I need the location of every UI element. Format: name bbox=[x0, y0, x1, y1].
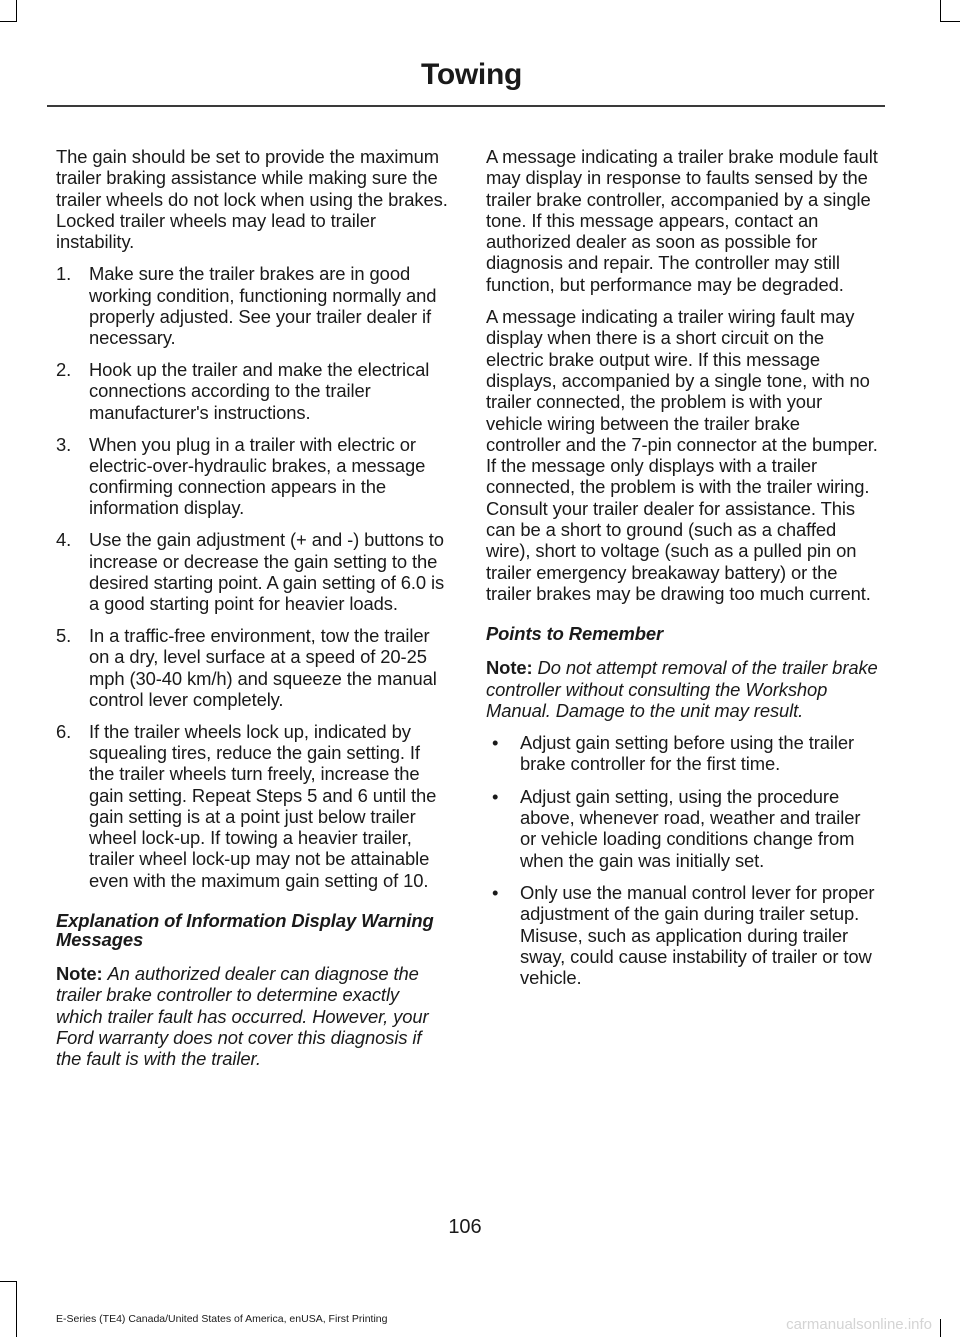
bullet-icon: • bbox=[492, 732, 499, 754]
step-number: 2. bbox=[56, 359, 72, 381]
bullet-text: Adjust gain setting before using the trailer brake controller for the first time. bbox=[520, 732, 854, 775]
crop-mark-bottom-right-vertical bbox=[940, 1319, 941, 1337]
header-divider bbox=[47, 105, 885, 107]
bullet-icon: • bbox=[492, 881, 499, 903]
step-number: 4. bbox=[56, 529, 72, 551]
step-text: Use the gain adjustment (+ and -) buttons to increase or decrease the gain setting to the desired starting point. A gain setting of 6.0 is a good starting point for heavier loads. bbox=[89, 529, 445, 615]
bullet-text: Adjust gain setting, using the procedure above, whenever road, weather and trailer or vehicle loading conditions change from when the gain was initially set. bbox=[520, 785, 861, 871]
crop-mark-bottom-left-vertical bbox=[16, 1281, 17, 1337]
step-number: 3. bbox=[56, 433, 72, 455]
step-text: If the trailer wheels lock up, indicated by squealing tires, reduce the gain setting. If the trailer wheels turn freely, increase the gain setting. Repeat Steps 5 and 6 until the gain setting is at a point just below trailer wheel lock-up. If towing a heavier trailer, trailer wheel lock-up may not be attainable even with the maximum gain setting of 10. bbox=[89, 720, 437, 891]
note-paragraph bbox=[486, 657, 878, 721]
setup-steps-list bbox=[56, 263, 448, 891]
note-text: Do not attempt removal of the trailer brake controller without consulting the Workshop Manual. Damage to the unit may result. bbox=[486, 657, 878, 721]
bullet-item bbox=[486, 882, 878, 988]
crop-mark-top-right-horizontal bbox=[940, 21, 960, 22]
crop-mark-top-right-vertical bbox=[940, 0, 941, 22]
points-bullet-list bbox=[486, 732, 878, 988]
step-item bbox=[56, 721, 448, 891]
left-column bbox=[56, 146, 448, 1080]
step-text: Make sure the trailer brakes are in good working condition, functioning normally and properly adjusted. See your trailer dealer if necessary. bbox=[89, 263, 437, 349]
step-number: 5. bbox=[56, 624, 72, 646]
step-text: When you plug in a trailer with electric or electric-over-hydraulic brakes, a message confirming connection appears in the information display. bbox=[89, 433, 426, 519]
bullet-text: Only use the manual control lever for proper adjustment of the gain during trailer setup. Misuse, such as application during trailer sway, could cause instability of trailer or tow vehicle. bbox=[520, 881, 875, 989]
bullet-item bbox=[486, 786, 878, 871]
watermark: carmanualsonline.info bbox=[786, 1316, 932, 1333]
note-paragraph bbox=[56, 963, 448, 1069]
step-text: Hook up the trailer and make the electrical connections according to the trailer manufacturer's instructions. bbox=[89, 359, 430, 423]
crop-mark-top-left-vertical bbox=[16, 0, 17, 22]
right-column bbox=[486, 146, 878, 999]
page-number: 106 bbox=[448, 1216, 482, 1238]
step-number: 6. bbox=[56, 720, 72, 742]
bullet-item bbox=[486, 732, 878, 775]
step-item bbox=[56, 263, 448, 348]
crop-mark-bottom-left-horizontal bbox=[0, 1281, 17, 1282]
note-label: Note: bbox=[486, 657, 533, 679]
intro-paragraph: The gain should be set to provide the maximum trailer braking assistance while making sure the trailer wheels do not lock when using the brakes. Locked trailer wheels may lead to trailer instability. bbox=[56, 146, 448, 253]
section-heading-points-to-remember: Points to Remember bbox=[486, 623, 664, 645]
note-label: Note: bbox=[56, 963, 103, 984]
page-title: Towing bbox=[421, 58, 522, 91]
bullet-icon: • bbox=[492, 785, 499, 807]
step-number: 1. bbox=[56, 263, 72, 285]
crop-mark-top-left-horizontal bbox=[0, 21, 17, 22]
step-item bbox=[56, 529, 448, 614]
step-item bbox=[56, 625, 448, 710]
module-fault-paragraph: A message indicating a trailer brake module fault may display in response to faults sensed by the trailer brake controller, accompanied by a single tone. If this message appears, contact an authorized dealer as soon as possible for diagnosis and repair. The controller may still function, but performance may be degraded. bbox=[486, 146, 878, 295]
wiring-fault-paragraph: A message indicating a trailer wiring fault may display when there is a short circuit on the electric brake output wire. If this message displays, accompanied by a single tone, with no trailer connected, the problem is with your vehicle wiring between the trailer brake controller and the 7-pin connector at the bumper. If the message only displays with a trailer connected, the problem is with the trailer wiring. Consult your trailer dealer for assistance. This can be a short to ground (such as a chaffed wire), short to voltage (such as a pulled pin on trailer emergency breakaway battery) or the trailer brakes may be drawing too much current. bbox=[486, 306, 878, 604]
step-item bbox=[56, 434, 448, 519]
step-text: In a traffic-free environment, tow the trailer on a dry, level surface at a speed of 20-25 mph (30-40 km/h) and squeeze the manual control lever completely. bbox=[89, 624, 437, 710]
step-item bbox=[56, 359, 448, 423]
note-text: An authorized dealer can diagnose the trailer brake controller to determine exactly which trailer fault has occurred. However, your Ford warranty does not cover this diagnosis if the fault is with the trailer. bbox=[56, 963, 429, 1070]
edition-footer: E-Series (TE4) Canada/United States of America, enUSA, First Printing bbox=[56, 1313, 388, 1325]
section-heading-warning-messages: Explanation of Information Display Warning Messages bbox=[56, 910, 434, 950]
